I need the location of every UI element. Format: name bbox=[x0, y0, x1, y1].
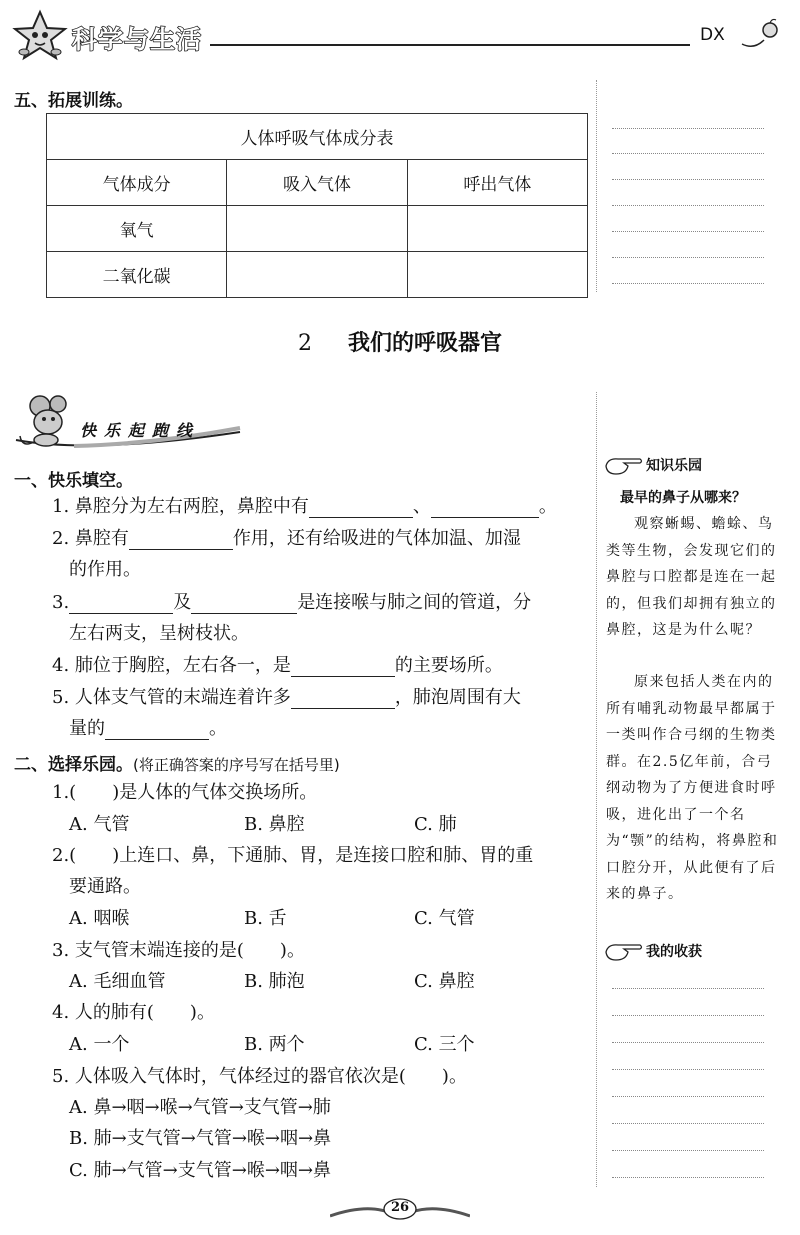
note-line bbox=[612, 1177, 764, 1178]
banner-title: 快乐起跑线 bbox=[80, 421, 201, 440]
answer-blank[interactable] bbox=[291, 690, 395, 709]
header-code: DX bbox=[700, 25, 725, 45]
knowledge-paragraph-1: 观察蜥蜴、蟾蜍、鸟类等生物，会发现它们的鼻腔与口腔都是连在一起的，但我们却拥有独立的鼻腔，这是为什么呢？ bbox=[606, 516, 777, 638]
star-mascot-logo bbox=[10, 8, 70, 64]
choice-option[interactable]: C. 鼻腔 bbox=[414, 971, 475, 992]
choice-option[interactable]: A. 一个 bbox=[69, 1034, 130, 1055]
choice-option[interactable]: B. 鼻腔 bbox=[244, 814, 305, 835]
note-line bbox=[612, 1069, 764, 1070]
choice-option[interactable]: C. 肺→气管→支气管→喉→咽→鼻 bbox=[69, 1160, 331, 1181]
chapter-number: 2 bbox=[297, 331, 312, 356]
answer-blank[interactable] bbox=[309, 499, 413, 518]
answer-blank[interactable] bbox=[129, 531, 233, 550]
choice-option[interactable]: A. 毛细血管 bbox=[69, 971, 166, 992]
choice-option[interactable]: C. 气管 bbox=[414, 908, 475, 929]
note-line bbox=[612, 205, 764, 206]
choice-question-3: 3. 支气管末端连接的是( )。 bbox=[52, 940, 305, 961]
table-header: 吸入气体 bbox=[227, 160, 407, 206]
header-title: 科学与生活 bbox=[72, 25, 203, 54]
fill-question-2: 2. 鼻腔有 作用，还有给吸进的气体加温、加湿 bbox=[52, 528, 521, 549]
section-5-title: 五、拓展训练。 bbox=[14, 91, 133, 111]
pointing-hand-icon bbox=[604, 454, 644, 476]
answer-blank[interactable] bbox=[191, 595, 297, 614]
page-number: 26 bbox=[390, 1200, 410, 1215]
table-caption: 人体呼吸气体成分表 bbox=[47, 114, 588, 160]
choice-option[interactable]: A. 鼻→咽→喉→气管→支气管→肺 bbox=[69, 1097, 331, 1118]
note-line bbox=[612, 1015, 764, 1016]
table-row-label: 氧气 bbox=[47, 206, 227, 252]
fill-question-3: 3. 及 是连接喉与肺之间的管道，分 bbox=[52, 592, 532, 613]
choice-question-1: 1.( )是人体的气体交换场所。 bbox=[52, 782, 318, 803]
knowledge-paragraph-2: 原来包括人类在内的所有哺乳动物最早都属于一类叫作合弓纲的生物类群。在2.5亿年前，合弓纲动物为了方便进食时呼吸，进化出了一个名为“颚”的结构，将鼻腔和口腔分开，从此便有了后来的鼻子。 bbox=[606, 674, 779, 902]
choice-question-4: 4. 人的肺有( )。 bbox=[52, 1002, 215, 1023]
answer-cell[interactable] bbox=[407, 252, 587, 298]
knowledge-title: 知识乐园 bbox=[646, 458, 702, 474]
note-line bbox=[612, 988, 764, 989]
note-line bbox=[612, 231, 764, 232]
fill-question-3-cont: 左右两支，呈树枝状。 bbox=[69, 623, 249, 644]
answer-blank[interactable] bbox=[291, 658, 395, 677]
note-line bbox=[612, 1123, 764, 1124]
swirl-ornament-icon bbox=[740, 16, 784, 52]
answer-cell[interactable] bbox=[227, 206, 407, 252]
margin-divider bbox=[596, 392, 597, 1187]
choice-question-2-cont: 要通路。 bbox=[69, 876, 141, 897]
choice-option[interactable]: C. 肺 bbox=[414, 814, 457, 835]
header-rule bbox=[210, 44, 690, 46]
choice-option[interactable]: B. 两个 bbox=[244, 1034, 305, 1055]
note-line bbox=[612, 1150, 764, 1151]
answer-blank[interactable] bbox=[431, 499, 539, 518]
choice-option[interactable]: B. 舌 bbox=[244, 908, 287, 929]
knowledge-question: 最早的鼻子从哪来？ bbox=[620, 490, 746, 506]
choice-option[interactable]: A. 咽喉 bbox=[69, 908, 130, 929]
fill-question-5-cont: 量的 。 bbox=[69, 718, 227, 739]
fill-question-2-cont: 的作用。 bbox=[69, 559, 141, 580]
answer-cell[interactable] bbox=[227, 252, 407, 298]
chapter-title bbox=[0, 326, 800, 357]
fill-question-1: 1. 鼻腔分为左右两腔，鼻腔中有 、 。 bbox=[52, 496, 557, 517]
section-1-title: 一、快乐填空。 bbox=[14, 471, 133, 491]
note-line bbox=[612, 179, 764, 180]
fill-question-4: 4. 肺位于胸腔，左右各一，是 的主要场所。 bbox=[52, 655, 503, 676]
table-row-label: 二氧化碳 bbox=[47, 252, 227, 298]
pointing-hand-icon bbox=[604, 940, 644, 962]
section-2-title: 二、选择乐园。(将正确答案的序号写在括号里) bbox=[14, 755, 340, 775]
choice-option[interactable]: A. 气管 bbox=[69, 814, 130, 835]
note-line bbox=[612, 1042, 764, 1043]
note-line bbox=[612, 128, 764, 129]
choice-option[interactable]: B. 肺泡 bbox=[244, 971, 305, 992]
choice-option[interactable]: C. 三个 bbox=[414, 1034, 475, 1055]
chapter-name: 我们的呼吸器官 bbox=[347, 331, 502, 356]
table-header: 呼出气体 bbox=[407, 160, 587, 206]
choice-question-5: 5. 人体吸入气体时，气体经过的器官依次是( )。 bbox=[52, 1066, 467, 1087]
answer-blank[interactable] bbox=[69, 595, 173, 614]
table-header: 气体成分 bbox=[47, 160, 227, 206]
gas-composition-table bbox=[46, 113, 588, 298]
choice-question-2: 2.( )上连口、鼻，下通肺、胃，是连接口腔和肺、胃的重 bbox=[52, 845, 534, 866]
answer-cell[interactable] bbox=[407, 206, 587, 252]
note-line bbox=[612, 257, 764, 258]
note-line bbox=[612, 153, 764, 154]
note-line bbox=[612, 283, 764, 284]
margin-divider bbox=[596, 80, 597, 292]
note-line bbox=[612, 1096, 764, 1097]
answer-blank[interactable] bbox=[105, 721, 209, 740]
harvest-title: 我的收获 bbox=[646, 944, 702, 960]
fill-question-5: 5. 人体支气管的末端连着许多 ，肺泡周围有大 bbox=[52, 687, 521, 708]
choice-option[interactable]: B. 肺→支气管→气管→喉→咽→鼻 bbox=[69, 1128, 332, 1149]
